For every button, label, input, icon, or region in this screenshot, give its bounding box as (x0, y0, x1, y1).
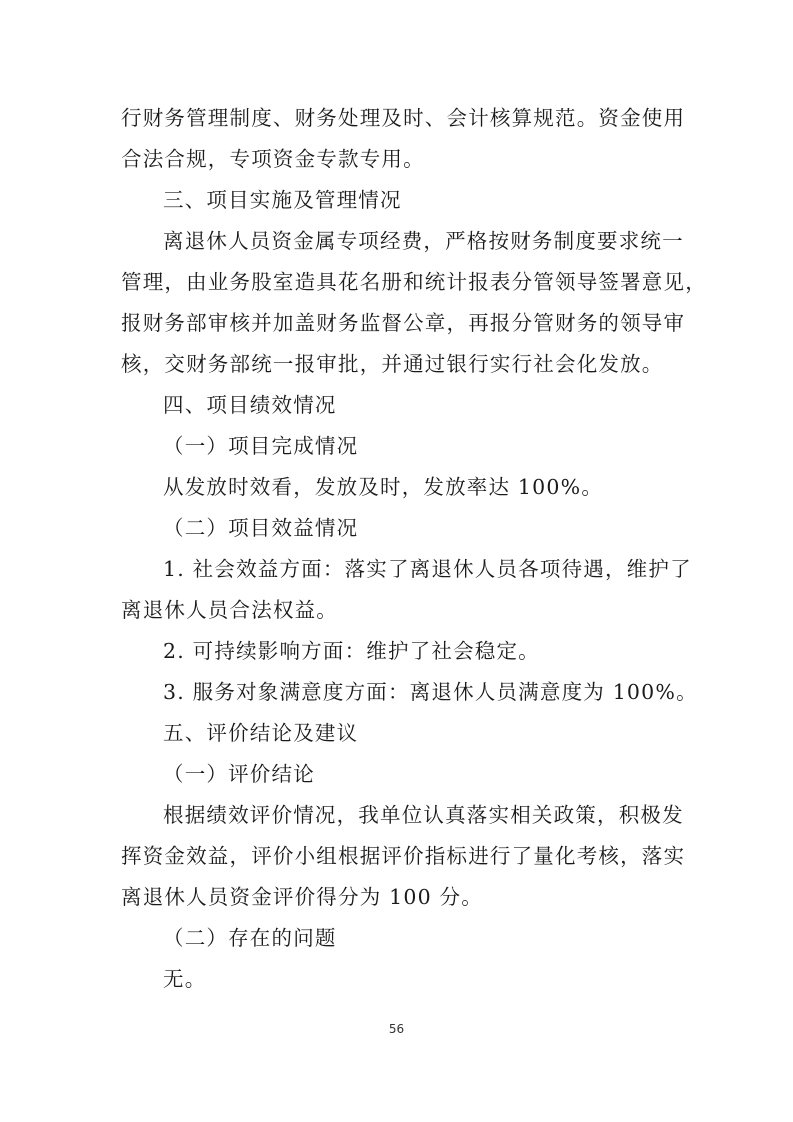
paragraph-line: 管理，由业务股室造具花名册和统计报表分管领导签署意见， (121, 270, 707, 294)
subsection-heading: （一）评价结论 (163, 762, 315, 786)
section-heading: 三、项目实施及管理情况 (163, 188, 402, 212)
paragraph-line: 挥资金效益，评价小组根据评价指标进行了量化考核，落实 (121, 844, 686, 868)
paragraph-line: 从发放时效看，发放及时，发放率达 100%。 (163, 475, 604, 499)
paragraph-line: 核，交财务部统一报审批，并通过银行实行社会化发放。 (121, 352, 664, 376)
subsection-heading: （一）项目完成情况 (163, 434, 359, 458)
paragraph-line: 离退休人员资金评价得分为 100 分。 (121, 885, 483, 909)
paragraph-line: 根据绩效评价情况，我单位认真落实相关政策，积极发 (163, 803, 684, 827)
page-number: 56 (388, 1022, 405, 1036)
subsection-heading: （二）存在的问题 (163, 926, 337, 950)
section-heading: 四、项目绩效情况 (163, 393, 337, 417)
paragraph-line: 报财务部审核并加盖财务监督公章，再报分管财务的领导审 (121, 311, 686, 335)
paragraph-line: 无。 (163, 967, 207, 991)
paragraph-line: 离退休人员资金属专项经费，严格按财务制度要求统一 (163, 229, 684, 253)
subsection-heading: （二）项目效益情况 (163, 516, 359, 540)
paragraph-line: 合法合规，专项资金专款专用。 (121, 147, 425, 171)
paragraph-line: 3. 服务对象满意度方面：离退休人员满意度为 100%。 (163, 680, 698, 704)
paragraph-line: 离退休人员合法权益。 (121, 598, 338, 622)
section-heading: 五、评价结论及建议 (163, 721, 359, 745)
paragraph-line: 行财务管理制度、财务处理及时、会计核算规范。资金使用 (121, 106, 686, 130)
paragraph-line: 1. 社会效益方面：落实了离退休人员各项待遇，维护了 (163, 557, 692, 581)
paragraph-line: 2. 可持续影响方面：维护了社会稳定。 (163, 639, 540, 663)
